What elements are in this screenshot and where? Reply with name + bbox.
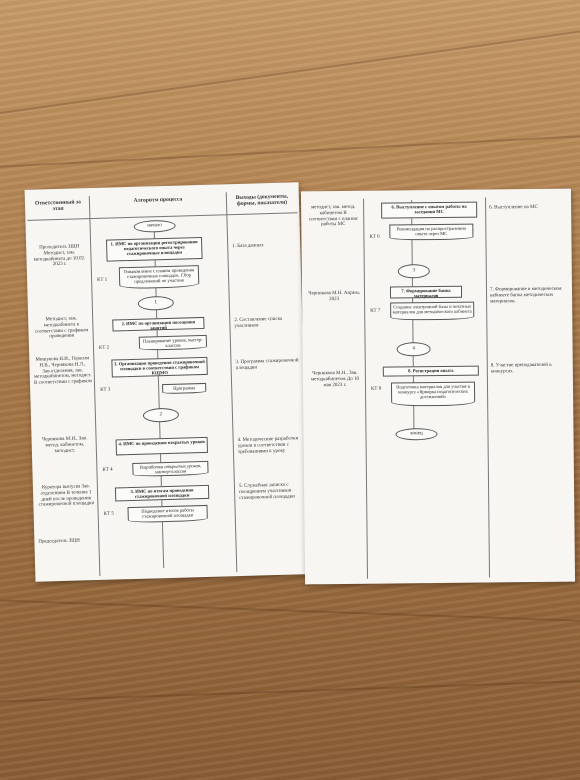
kt-1-label: КТ 1 xyxy=(97,277,108,283)
output-5: 5. Служебная записка с поощрением участников стажировочной площадки xyxy=(238,482,295,501)
kt-6-label: КТ 6 xyxy=(369,234,380,240)
wood-grain-line xyxy=(0,25,580,116)
step-4-box: 4. ИМС по проведению открытых уроков xyxy=(116,437,208,456)
kt-2-label: КТ 2 xyxy=(98,345,110,351)
document-sheet-2 xyxy=(301,189,575,585)
kt-3-label: КТ 3 xyxy=(100,387,111,393)
column-divider xyxy=(485,197,490,577)
step-2-note: Планирование уроков, мастер-классов xyxy=(139,335,207,351)
wood-grain-line xyxy=(0,599,580,623)
output-6: 6. Выступление на МС xyxy=(489,204,538,211)
responsible-1: Проходитель ЗЩН Методист, зам. методкабинета до 10.02. 2023 г. xyxy=(33,244,86,268)
step-5-box: 5. ИМС по итогам проведения стажировочной площадки xyxy=(115,485,209,502)
output-8: 8. Участие преподавателей в конкурсах. xyxy=(490,362,552,375)
header-responsible: Ответственный за этап xyxy=(34,199,81,212)
step-6-box: 6. Выступление с опытом работы на заседании МС xyxy=(381,202,477,219)
kt-4-label: КТ 4 xyxy=(102,467,113,473)
responsible-7: Черникова М.Н. Апрель 2023 xyxy=(308,290,360,302)
output-2: 2. Составление списка участников xyxy=(234,316,283,329)
responsible-3: Мишукова Н.И., Герасим Н.В., Чернякова Н.Л., Зав.отделения, зав. методкабинетом, методист. В соответствии с графиком xyxy=(33,356,93,386)
wood-grain-line xyxy=(0,679,580,703)
header-outputs: Выходы (документы, формы, показатели) xyxy=(235,193,289,207)
output-3: 3. Программа стажировочной площадки xyxy=(235,358,299,371)
responsible-8: Черникова М.Н., Зав. методкабинетом До 10 мая 2023 г. xyxy=(310,370,360,388)
output-4: 4. Методические разработки уроков в соответствии с требованиями к уроку xyxy=(237,436,299,455)
step-2-box: 2. ИМС по организации посещения занятий xyxy=(112,317,204,332)
step-8-box: 8. Регистрация опыта xyxy=(383,366,479,377)
output-7: 7. Формирование в методическом кабинете банка методических материалов. xyxy=(489,286,562,305)
header-algorithm: Алгоритм процесса xyxy=(133,196,183,204)
step-6-note: Рекомендация по распространению опыта через МС xyxy=(389,224,473,241)
kt-5-label: КТ 5 xyxy=(103,511,114,517)
wood-grain-line xyxy=(0,133,580,168)
step-4-note: Разработка открытых уроков, мастер-классов xyxy=(132,461,208,477)
responsible-6: Председатель ЗЩН xyxy=(38,538,80,545)
step-7-note: Создание электронной базы и печатных материалов для методического кабинета xyxy=(390,302,474,321)
responsible-2: Методист, зам. методкабинета в соответствии с графиком проведения xyxy=(34,316,89,340)
output-1: 1. База данных xyxy=(232,243,264,250)
kt-7-label: КТ 7 xyxy=(370,308,381,314)
end-terminal: конец xyxy=(395,428,437,440)
connector-1: 1 xyxy=(138,296,174,311)
responsible-4: Черникова М.Н., Зав. метод. кабинетом, методист. xyxy=(41,436,88,454)
responsible-6: методист, зав. метод. кабинетом В соответствии с планом работы МС xyxy=(308,204,358,228)
step-1-note: Ознакомление с планом проведения стажировочных площадок. Сбор предложений по участию xyxy=(119,265,200,289)
column-divider xyxy=(89,196,101,576)
connector-4: 4 xyxy=(397,342,431,356)
connector-2: 2 xyxy=(143,408,179,423)
step-1-box: 1. ИМС по организации регистрирования педагогического опыта через стажировочные площадки xyxy=(106,237,203,262)
step-3-note: Программа xyxy=(162,383,206,394)
responsible-5: Куратора выпуска Зав. отделением В течение 1 дней после проведения стажировочной площадки xyxy=(38,484,95,509)
document-sheet-1 xyxy=(25,182,310,581)
step-7-box: 7. Формирование банка материалов xyxy=(390,286,462,299)
step-8-note: Подготовка материалов для участия в конкурсе «Ярмарка педагогических достижений» xyxy=(391,382,475,407)
step-3-box: 3. Организация проведения стажировочной площадки в соответствии с графиком КЩМО xyxy=(111,357,207,378)
column-divider xyxy=(363,199,368,579)
start-terminal: начало xyxy=(133,220,175,233)
connector-3: 3 xyxy=(398,264,430,278)
kt-8-label: КТ 8 xyxy=(370,386,382,392)
step-5-note: Подведение итогов работы стажировочной площадки xyxy=(127,505,207,523)
